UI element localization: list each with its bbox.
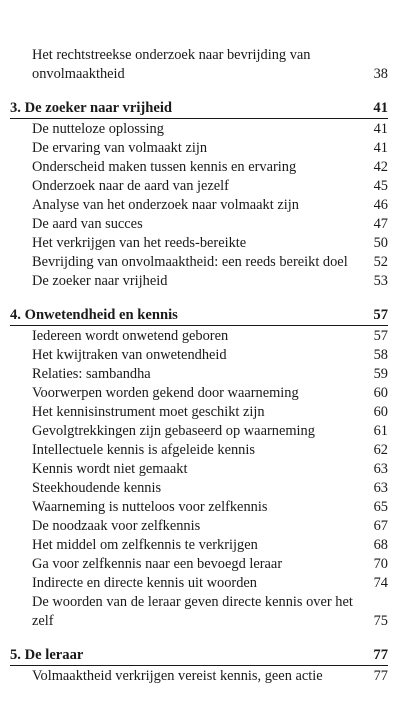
toc-entry-text: De woorden van de leraar geven directe kennis over het zelf — [32, 594, 353, 629]
toc-entry — [10, 536, 388, 555]
toc-entry-text: Kennis wordt niet gemaakt — [32, 461, 188, 477]
toc-entry — [10, 460, 388, 479]
toc-entry-page: 74 — [373, 575, 388, 591]
toc-entry-text: Het rechtstreekse onderzoek naar bevrijding van onvolmaaktheid — [32, 47, 311, 82]
toc-entry — [10, 479, 388, 498]
toc-entry-page: 61 — [373, 423, 388, 439]
toc-entry — [10, 498, 388, 517]
toc-entry — [10, 177, 388, 196]
toc-entry — [10, 365, 388, 384]
chapter-title: 3. De zoeker naar vrijheid — [10, 100, 172, 116]
toc-entry-page: 57 — [373, 328, 388, 344]
toc-entry — [10, 555, 388, 574]
toc-entry — [10, 667, 388, 686]
toc-entry — [10, 384, 388, 403]
toc-entry-page: 52 — [373, 254, 388, 270]
toc-entry — [10, 346, 388, 365]
chapter-page: 57 — [373, 307, 388, 323]
chapter-rule — [10, 325, 388, 326]
chapter-page: 77 — [373, 647, 388, 663]
toc-entry — [10, 234, 388, 253]
toc-entry-page: 47 — [373, 216, 388, 232]
toc-entry-text: Het kwijtraken van onwetendheid — [32, 347, 227, 363]
toc-entry-text: Relaties: sambandha — [32, 366, 151, 382]
chapter-heading — [10, 98, 388, 118]
toc-entry-text: Steekhoudende kennis — [32, 480, 162, 496]
toc-entry-page: 68 — [373, 537, 388, 553]
toc-entry-text: Intellectuele kennis is afgeleide kennis — [32, 442, 255, 458]
toc-entry — [10, 196, 388, 215]
toc-entry — [10, 327, 388, 346]
toc-entry-text: Het middel om zelfkennis te verkrijgen — [32, 537, 258, 553]
toc-entry-page: 53 — [373, 273, 388, 289]
toc-entry-text: Onderzoek naar de aard van jezelf — [32, 178, 229, 194]
toc-entry-page: 70 — [373, 556, 388, 572]
toc-entry-text: De nutteloze oplossing — [32, 121, 164, 137]
toc-entry — [10, 403, 388, 422]
toc-entry-text: De zoeker naar vrijheid — [32, 273, 168, 289]
toc-entry — [10, 441, 388, 460]
toc-entry-text: Analyse van het onderzoek naar volmaakt zijn — [32, 197, 299, 213]
toc-entry — [10, 593, 388, 631]
toc-entry-page: 62 — [373, 442, 388, 458]
toc-entry-page: 63 — [373, 461, 388, 477]
toc-entry-text: Ga voor zelfkennis naar een bevoegd leraar — [32, 556, 283, 572]
toc-entry-text: Iedereen wordt onwetend geboren — [32, 328, 229, 344]
toc-entry-page: 59 — [373, 366, 388, 382]
chapter-page: 41 — [373, 100, 388, 116]
toc-entry-page: 75 — [373, 613, 388, 629]
toc-entry-page: 63 — [373, 480, 388, 496]
chapter-title: 5. De leraar — [10, 647, 84, 663]
toc-entry-page: 38 — [373, 66, 388, 82]
toc-entry — [10, 46, 388, 84]
toc-entry-text: De aard van succes — [32, 216, 143, 232]
toc-entry-page: 50 — [373, 235, 388, 251]
toc-entry-text: Bevrijding van onvolmaaktheid: een reeds bereikt doel — [32, 254, 348, 270]
toc-entry — [10, 272, 388, 291]
toc-entry-page: 41 — [373, 140, 388, 156]
table-of-contents — [10, 46, 388, 686]
toc-entry-page: 77 — [373, 668, 388, 684]
section-gap — [10, 84, 388, 98]
toc-entry-text: Indirecte en directe kennis uit woorden — [32, 575, 257, 591]
toc-entry-page: 42 — [373, 159, 388, 175]
toc-entry — [10, 139, 388, 158]
chapter-title: 4. Onwetendheid en kennis — [10, 307, 178, 323]
toc-entry-page: 60 — [373, 404, 388, 420]
toc-entry — [10, 120, 388, 139]
toc-entry-text: Het kennisinstrument moet geschikt zijn — [32, 404, 265, 420]
toc-entry-text: Gevolgtrekkingen zijn gebaseerd op waarneming — [32, 423, 315, 439]
toc-entry-text: De ervaring van volmaakt zijn — [32, 140, 208, 156]
toc-entry-page: 46 — [373, 197, 388, 213]
toc-entry — [10, 574, 388, 593]
toc-entry-text: Voorwerpen worden gekend door waarneming — [32, 385, 299, 401]
toc-entry — [10, 158, 388, 177]
section-gap — [10, 291, 388, 305]
toc-entry-text: Waarneming is nutteloos voor zelfkennis — [32, 499, 268, 515]
chapter-rule — [10, 665, 388, 666]
toc-entry — [10, 517, 388, 536]
toc-entry-page: 58 — [373, 347, 388, 363]
toc-entry-page: 45 — [373, 178, 388, 194]
chapter-rule — [10, 118, 388, 119]
toc-entry-page: 60 — [373, 385, 388, 401]
toc-entry — [10, 253, 388, 272]
toc-entry-page: 65 — [373, 499, 388, 515]
toc-entry-text: Onderscheid maken tussen kennis en ervaring — [32, 159, 297, 175]
toc-entry-text: Het verkrijgen van het reeds-bereikte — [32, 235, 247, 251]
toc-entry-page: 41 — [373, 121, 388, 137]
toc-entry-text: Volmaaktheid verkrijgen vereist kennis, geen actie — [32, 668, 323, 684]
toc-entry — [10, 215, 388, 234]
section-gap — [10, 631, 388, 645]
toc-entry-page: 67 — [373, 518, 388, 534]
chapter-heading — [10, 305, 388, 325]
toc-entry-text: De noodzaak voor zelfkennis — [32, 518, 201, 534]
toc-entry — [10, 422, 388, 441]
chapter-heading — [10, 645, 388, 665]
